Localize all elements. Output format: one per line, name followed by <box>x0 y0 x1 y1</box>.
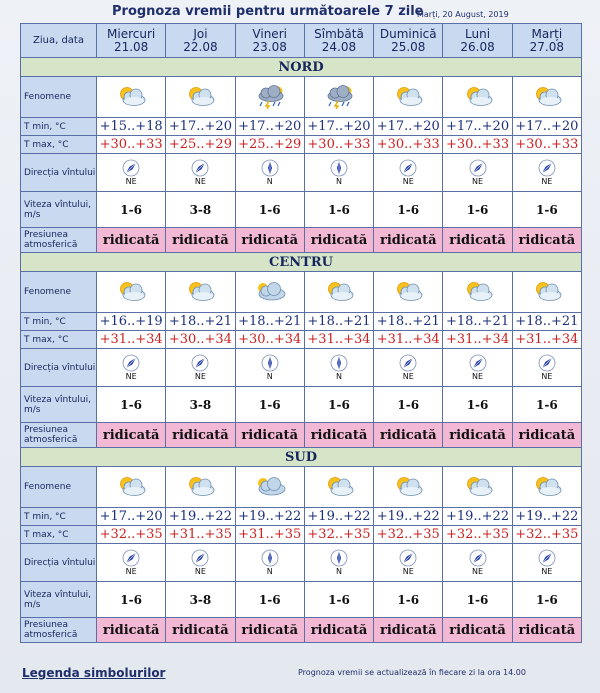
tmin-value: +16..+19 <box>97 313 166 331</box>
partly-cloudy-icon <box>461 475 495 499</box>
tmax-value: +30..+34 <box>166 331 235 349</box>
tmax-value: +25..+29 <box>235 136 304 154</box>
day-date: 21.08 <box>113 39 149 54</box>
tmax-value: +30..+33 <box>97 136 166 154</box>
wind-speed-row <box>21 192 582 228</box>
tmax-value: +30..+34 <box>235 331 304 349</box>
weather-cell <box>443 467 512 508</box>
weather-cell <box>304 77 373 118</box>
wind-direction-value: NE <box>541 567 553 576</box>
pressure-value: ridicată <box>304 228 373 253</box>
tmax-row <box>21 331 582 349</box>
wind-direction-cell <box>374 349 443 387</box>
tmax-value: +32..+35 <box>97 526 166 544</box>
partly-cloudy-icon <box>183 280 217 304</box>
wind-speed-value: 3-8 <box>166 582 235 618</box>
day-name: Joi <box>193 26 208 41</box>
tmin-value: +15..+18 <box>97 118 166 136</box>
weather-cell <box>512 77 581 118</box>
tmax-label: T max, °C <box>21 136 97 154</box>
weather-cell <box>374 77 443 118</box>
wind-direction-value: NE <box>472 567 484 576</box>
tmax-value: +32..+35 <box>304 526 373 544</box>
tmax-value: +31..+35 <box>166 526 235 544</box>
phenomena-label: Fenomene <box>21 272 97 313</box>
wind-arrow-icon <box>538 159 556 177</box>
weather-cell <box>374 467 443 508</box>
pressure-value: ridicată <box>512 618 581 643</box>
update-note: Prognoza vremii se actualizează în fiecare zi la ora 14.00 <box>298 668 526 677</box>
tmax-value: +31..+34 <box>443 331 512 349</box>
phenomena-row <box>21 467 582 508</box>
partly-cloudy-icon <box>322 475 356 499</box>
wind-arrow-icon <box>330 549 348 567</box>
wind-arrow-icon <box>330 159 348 177</box>
tmax-label: T max, °C <box>21 331 97 349</box>
wind-arrow-icon <box>261 354 279 372</box>
wind-speed-value: 1-6 <box>235 192 304 228</box>
phenomena-label: Fenomene <box>21 467 97 508</box>
wind-direction-value: N <box>335 372 342 381</box>
wind-direction-cell <box>512 154 581 192</box>
wind-direction-row <box>21 349 582 387</box>
pressure-row <box>21 423 582 448</box>
legend-link[interactable]: Legenda simbolurilor <box>22 666 166 680</box>
region-name: NORD <box>21 58 582 77</box>
pressure-value: ridicată <box>443 618 512 643</box>
wind-arrow-icon <box>191 354 209 372</box>
day-header <box>374 24 443 58</box>
day-date: 22.08 <box>183 39 218 54</box>
tmin-value: +17..+20 <box>512 118 581 136</box>
day-name: Miercuri <box>107 26 156 41</box>
wind-speed-label: Viteza vîntului, m/s <box>21 582 97 618</box>
phenomena-label: Fenomene <box>21 77 97 118</box>
wind-direction-value: NE <box>125 177 137 186</box>
wind-speed-value: 1-6 <box>374 582 443 618</box>
wind-arrow-icon <box>538 549 556 567</box>
wind-speed-value: 1-6 <box>374 192 443 228</box>
day-header <box>304 24 373 58</box>
weather-cell <box>235 467 304 508</box>
wind-speed-value: 1-6 <box>235 582 304 618</box>
tmax-row <box>21 136 582 154</box>
wind-direction-value: NE <box>402 177 414 186</box>
day-name: Marți <box>531 26 563 41</box>
pressure-value: ridicată <box>443 423 512 448</box>
pressure-value: ridicată <box>374 228 443 253</box>
wind-arrow-icon <box>469 549 487 567</box>
wind-arrow-icon <box>399 159 417 177</box>
wind-direction-cell <box>235 544 304 582</box>
wind-arrow-icon <box>122 159 140 177</box>
wind-direction-cell <box>166 544 235 582</box>
phenomena-row <box>21 77 582 118</box>
day-date: 25.08 <box>391 39 426 54</box>
pressure-value: ridicată <box>97 423 166 448</box>
partly-cloudy-icon <box>530 85 564 109</box>
pressure-value: ridicată <box>304 618 373 643</box>
pressure-label: Presiunea atmosferică <box>21 423 97 448</box>
day-date: 24.08 <box>321 39 357 54</box>
wind-speed-value: 1-6 <box>235 387 304 423</box>
tmin-value: +18..+21 <box>443 313 512 331</box>
wind-direction-value: NE <box>472 372 484 381</box>
day-date: 23.08 <box>252 39 287 54</box>
tmax-value: +25..+29 <box>166 136 235 154</box>
pressure-label: Presiunea atmosferică <box>21 228 97 253</box>
partly-cloudy-icon <box>114 475 148 499</box>
tmax-row <box>21 526 582 544</box>
region-row <box>21 58 582 77</box>
tmin-value: +18..+21 <box>235 313 304 331</box>
header-label: Ziua, data <box>21 24 97 58</box>
pressure-value: ridicată <box>235 228 304 253</box>
wind-speed-label: Viteza vîntului, m/s <box>21 192 97 228</box>
pressure-row <box>21 618 582 643</box>
day-header <box>97 24 166 58</box>
weather-cell <box>166 467 235 508</box>
wind-direction-cell <box>166 154 235 192</box>
rain-storm-icon <box>253 85 287 109</box>
day-header <box>443 24 512 58</box>
pressure-value: ridicată <box>235 618 304 643</box>
tmin-value: +19..+22 <box>166 508 235 526</box>
weather-cell <box>304 467 373 508</box>
wind-speed-value: 3-8 <box>166 387 235 423</box>
partly-cloudy-icon <box>114 85 148 109</box>
wind-direction-value: N <box>266 372 273 381</box>
tmax-value: +30..+33 <box>512 136 581 154</box>
weather-cell <box>235 77 304 118</box>
wind-arrow-icon <box>399 549 417 567</box>
tmin-value: +19..+22 <box>374 508 443 526</box>
pressure-label: Presiunea atmosferică <box>21 618 97 643</box>
page-header <box>0 4 600 22</box>
wind-direction-cell <box>304 154 373 192</box>
wind-speed-label: Viteza vîntului, m/s <box>21 387 97 423</box>
wind-speed-value: 1-6 <box>512 192 581 228</box>
wind-direction-value: NE <box>125 567 137 576</box>
weather-cell <box>166 77 235 118</box>
tmin-value: +17..+20 <box>374 118 443 136</box>
wind-direction-value: N <box>335 567 342 576</box>
wind-direction-cell <box>97 544 166 582</box>
pressure-value: ridicată <box>97 618 166 643</box>
wind-direction-cell <box>512 349 581 387</box>
pressure-value: ridicată <box>304 423 373 448</box>
wind-direction-value: NE <box>402 567 414 576</box>
wind-speed-value: 1-6 <box>304 582 373 618</box>
wind-direction-value: N <box>266 567 273 576</box>
tmin-value: +18..+21 <box>166 313 235 331</box>
wind-direction-value: NE <box>541 372 553 381</box>
wind-direction-cell <box>443 154 512 192</box>
day-name: Vineri <box>252 26 287 41</box>
pressure-value: ridicată <box>443 228 512 253</box>
pressure-value: ridicată <box>235 423 304 448</box>
weather-cell <box>97 467 166 508</box>
wind-direction-row <box>21 154 582 192</box>
tmin-label: T min, °C <box>21 118 97 136</box>
tmin-value: +17..+20 <box>443 118 512 136</box>
wind-direction-cell <box>374 154 443 192</box>
weather-cell <box>443 272 512 313</box>
wind-direction-value: NE <box>541 177 553 186</box>
wind-direction-value: NE <box>194 177 206 186</box>
wind-arrow-icon <box>122 549 140 567</box>
wind-speed-value: 1-6 <box>443 387 512 423</box>
wind-direction-cell <box>166 349 235 387</box>
weather-cell <box>374 272 443 313</box>
day-date: 27.08 <box>529 39 565 54</box>
wind-direction-value: N <box>335 177 342 186</box>
weather-cell <box>97 77 166 118</box>
tmin-value: +17..+20 <box>235 118 304 136</box>
tmin-value: +18..+21 <box>304 313 373 331</box>
pressure-row <box>21 228 582 253</box>
wind-direction-cell <box>512 544 581 582</box>
wind-arrow-icon <box>399 354 417 372</box>
partly-cloudy-icon <box>183 475 217 499</box>
tmin-value: +19..+22 <box>443 508 512 526</box>
pressure-value: ridicată <box>374 423 443 448</box>
partly-cloudy-icon <box>322 280 356 304</box>
tmax-value: +31..+34 <box>512 331 581 349</box>
partly-cloudy-icon <box>461 280 495 304</box>
day-date: 26.08 <box>460 39 495 54</box>
wind-direction-value: NE <box>472 177 484 186</box>
wind-direction-cell <box>235 154 304 192</box>
pressure-value: ridicată <box>166 618 235 643</box>
wind-arrow-icon <box>330 354 348 372</box>
wind-direction-label: Direcția vîntului <box>21 154 97 192</box>
tmin-value: +18..+21 <box>374 313 443 331</box>
tmax-label: T max, °C <box>21 526 97 544</box>
wind-speed-value: 1-6 <box>512 582 581 618</box>
header-row <box>21 24 582 58</box>
tmin-value: +18..+21 <box>512 313 581 331</box>
wind-speed-value: 1-6 <box>443 192 512 228</box>
forecast-table <box>20 23 582 643</box>
wind-speed-value: 1-6 <box>374 387 443 423</box>
wind-speed-value: 3-8 <box>166 192 235 228</box>
tmax-value: +31..+34 <box>304 331 373 349</box>
region-name: CENTRU <box>21 253 582 272</box>
wind-speed-row <box>21 387 582 423</box>
tmax-value: +32..+35 <box>443 526 512 544</box>
tmin-value: +17..+20 <box>304 118 373 136</box>
wind-arrow-icon <box>469 159 487 177</box>
pressure-value: ridicată <box>374 618 443 643</box>
wind-speed-value: 1-6 <box>304 192 373 228</box>
partly-cloudy-icon <box>530 475 564 499</box>
pressure-value: ridicată <box>166 228 235 253</box>
tmax-value: +31..+34 <box>374 331 443 349</box>
wind-speed-value: 1-6 <box>97 192 166 228</box>
tmin-value: +19..+22 <box>512 508 581 526</box>
wind-direction-cell <box>443 349 512 387</box>
pressure-value: ridicată <box>166 423 235 448</box>
tmin-value: +17..+20 <box>166 118 235 136</box>
tmin-row <box>21 313 582 331</box>
tmax-value: +32..+35 <box>374 526 443 544</box>
weather-cell <box>97 272 166 313</box>
wind-speed-value: 1-6 <box>443 582 512 618</box>
wind-direction-cell <box>374 544 443 582</box>
weather-cell <box>512 272 581 313</box>
partly-cloudy-icon <box>461 85 495 109</box>
wind-direction-row <box>21 544 582 582</box>
wind-direction-value: NE <box>194 567 206 576</box>
wind-direction-value: NE <box>402 372 414 381</box>
day-name: Sîmbătă <box>314 26 364 41</box>
page-title: Prognoza vremii pentru următoarele 7 zile <box>112 4 424 19</box>
wind-arrow-icon <box>261 159 279 177</box>
weather-cell <box>512 467 581 508</box>
wind-arrow-icon <box>261 549 279 567</box>
day-header <box>235 24 304 58</box>
partly-cloudy-icon <box>391 85 425 109</box>
cloudy-icon <box>253 475 287 499</box>
wind-arrow-icon <box>469 354 487 372</box>
wind-direction-label: Direcția vîntului <box>21 544 97 582</box>
tmin-row <box>21 118 582 136</box>
pressure-value: ridicată <box>512 423 581 448</box>
wind-direction-cell <box>304 544 373 582</box>
partly-cloudy-icon <box>391 280 425 304</box>
wind-arrow-icon <box>122 354 140 372</box>
pressure-value: ridicată <box>512 228 581 253</box>
region-row <box>21 253 582 272</box>
wind-direction-cell <box>97 349 166 387</box>
tmin-value: +17..+20 <box>97 508 166 526</box>
rain-storm-icon <box>322 85 356 109</box>
partly-cloudy-icon <box>530 280 564 304</box>
day-header <box>166 24 235 58</box>
current-date: Marți, 20 August, 2019 <box>417 10 509 19</box>
tmin-value: +19..+22 <box>304 508 373 526</box>
tmin-label: T min, °C <box>21 508 97 526</box>
weather-cell <box>235 272 304 313</box>
day-header <box>512 24 581 58</box>
wind-direction-label: Direcția vîntului <box>21 349 97 387</box>
tmax-value: +32..+35 <box>512 526 581 544</box>
partly-cloudy-icon <box>391 475 425 499</box>
wind-arrow-icon <box>191 549 209 567</box>
wind-direction-value: NE <box>125 372 137 381</box>
tmin-label: T min, °C <box>21 313 97 331</box>
region-name: SUD <box>21 448 582 467</box>
tmax-value: +30..+33 <box>374 136 443 154</box>
partly-cloudy-icon <box>183 85 217 109</box>
wind-speed-value: 1-6 <box>97 582 166 618</box>
weather-cell <box>443 77 512 118</box>
day-name: Luni <box>465 26 491 41</box>
tmax-value: +31..+34 <box>97 331 166 349</box>
wind-direction-cell <box>443 544 512 582</box>
pressure-value: ridicată <box>97 228 166 253</box>
wind-speed-value: 1-6 <box>97 387 166 423</box>
wind-direction-value: N <box>266 177 273 186</box>
cloudy-icon <box>253 280 287 304</box>
wind-direction-cell <box>304 349 373 387</box>
wind-direction-cell <box>235 349 304 387</box>
phenomena-row <box>21 272 582 313</box>
wind-arrow-icon <box>191 159 209 177</box>
wind-direction-cell <box>97 154 166 192</box>
weather-cell <box>304 272 373 313</box>
tmin-row <box>21 508 582 526</box>
tmin-value: +19..+22 <box>235 508 304 526</box>
wind-speed-value: 1-6 <box>512 387 581 423</box>
day-name: Duminică <box>379 26 437 41</box>
wind-arrow-icon <box>538 354 556 372</box>
tmax-value: +30..+33 <box>304 136 373 154</box>
wind-speed-value: 1-6 <box>304 387 373 423</box>
partly-cloudy-icon <box>114 280 148 304</box>
region-row <box>21 448 582 467</box>
tmax-value: +31..+35 <box>235 526 304 544</box>
wind-speed-row <box>21 582 582 618</box>
tmax-value: +30..+33 <box>443 136 512 154</box>
wind-direction-value: NE <box>194 372 206 381</box>
weather-cell <box>166 272 235 313</box>
